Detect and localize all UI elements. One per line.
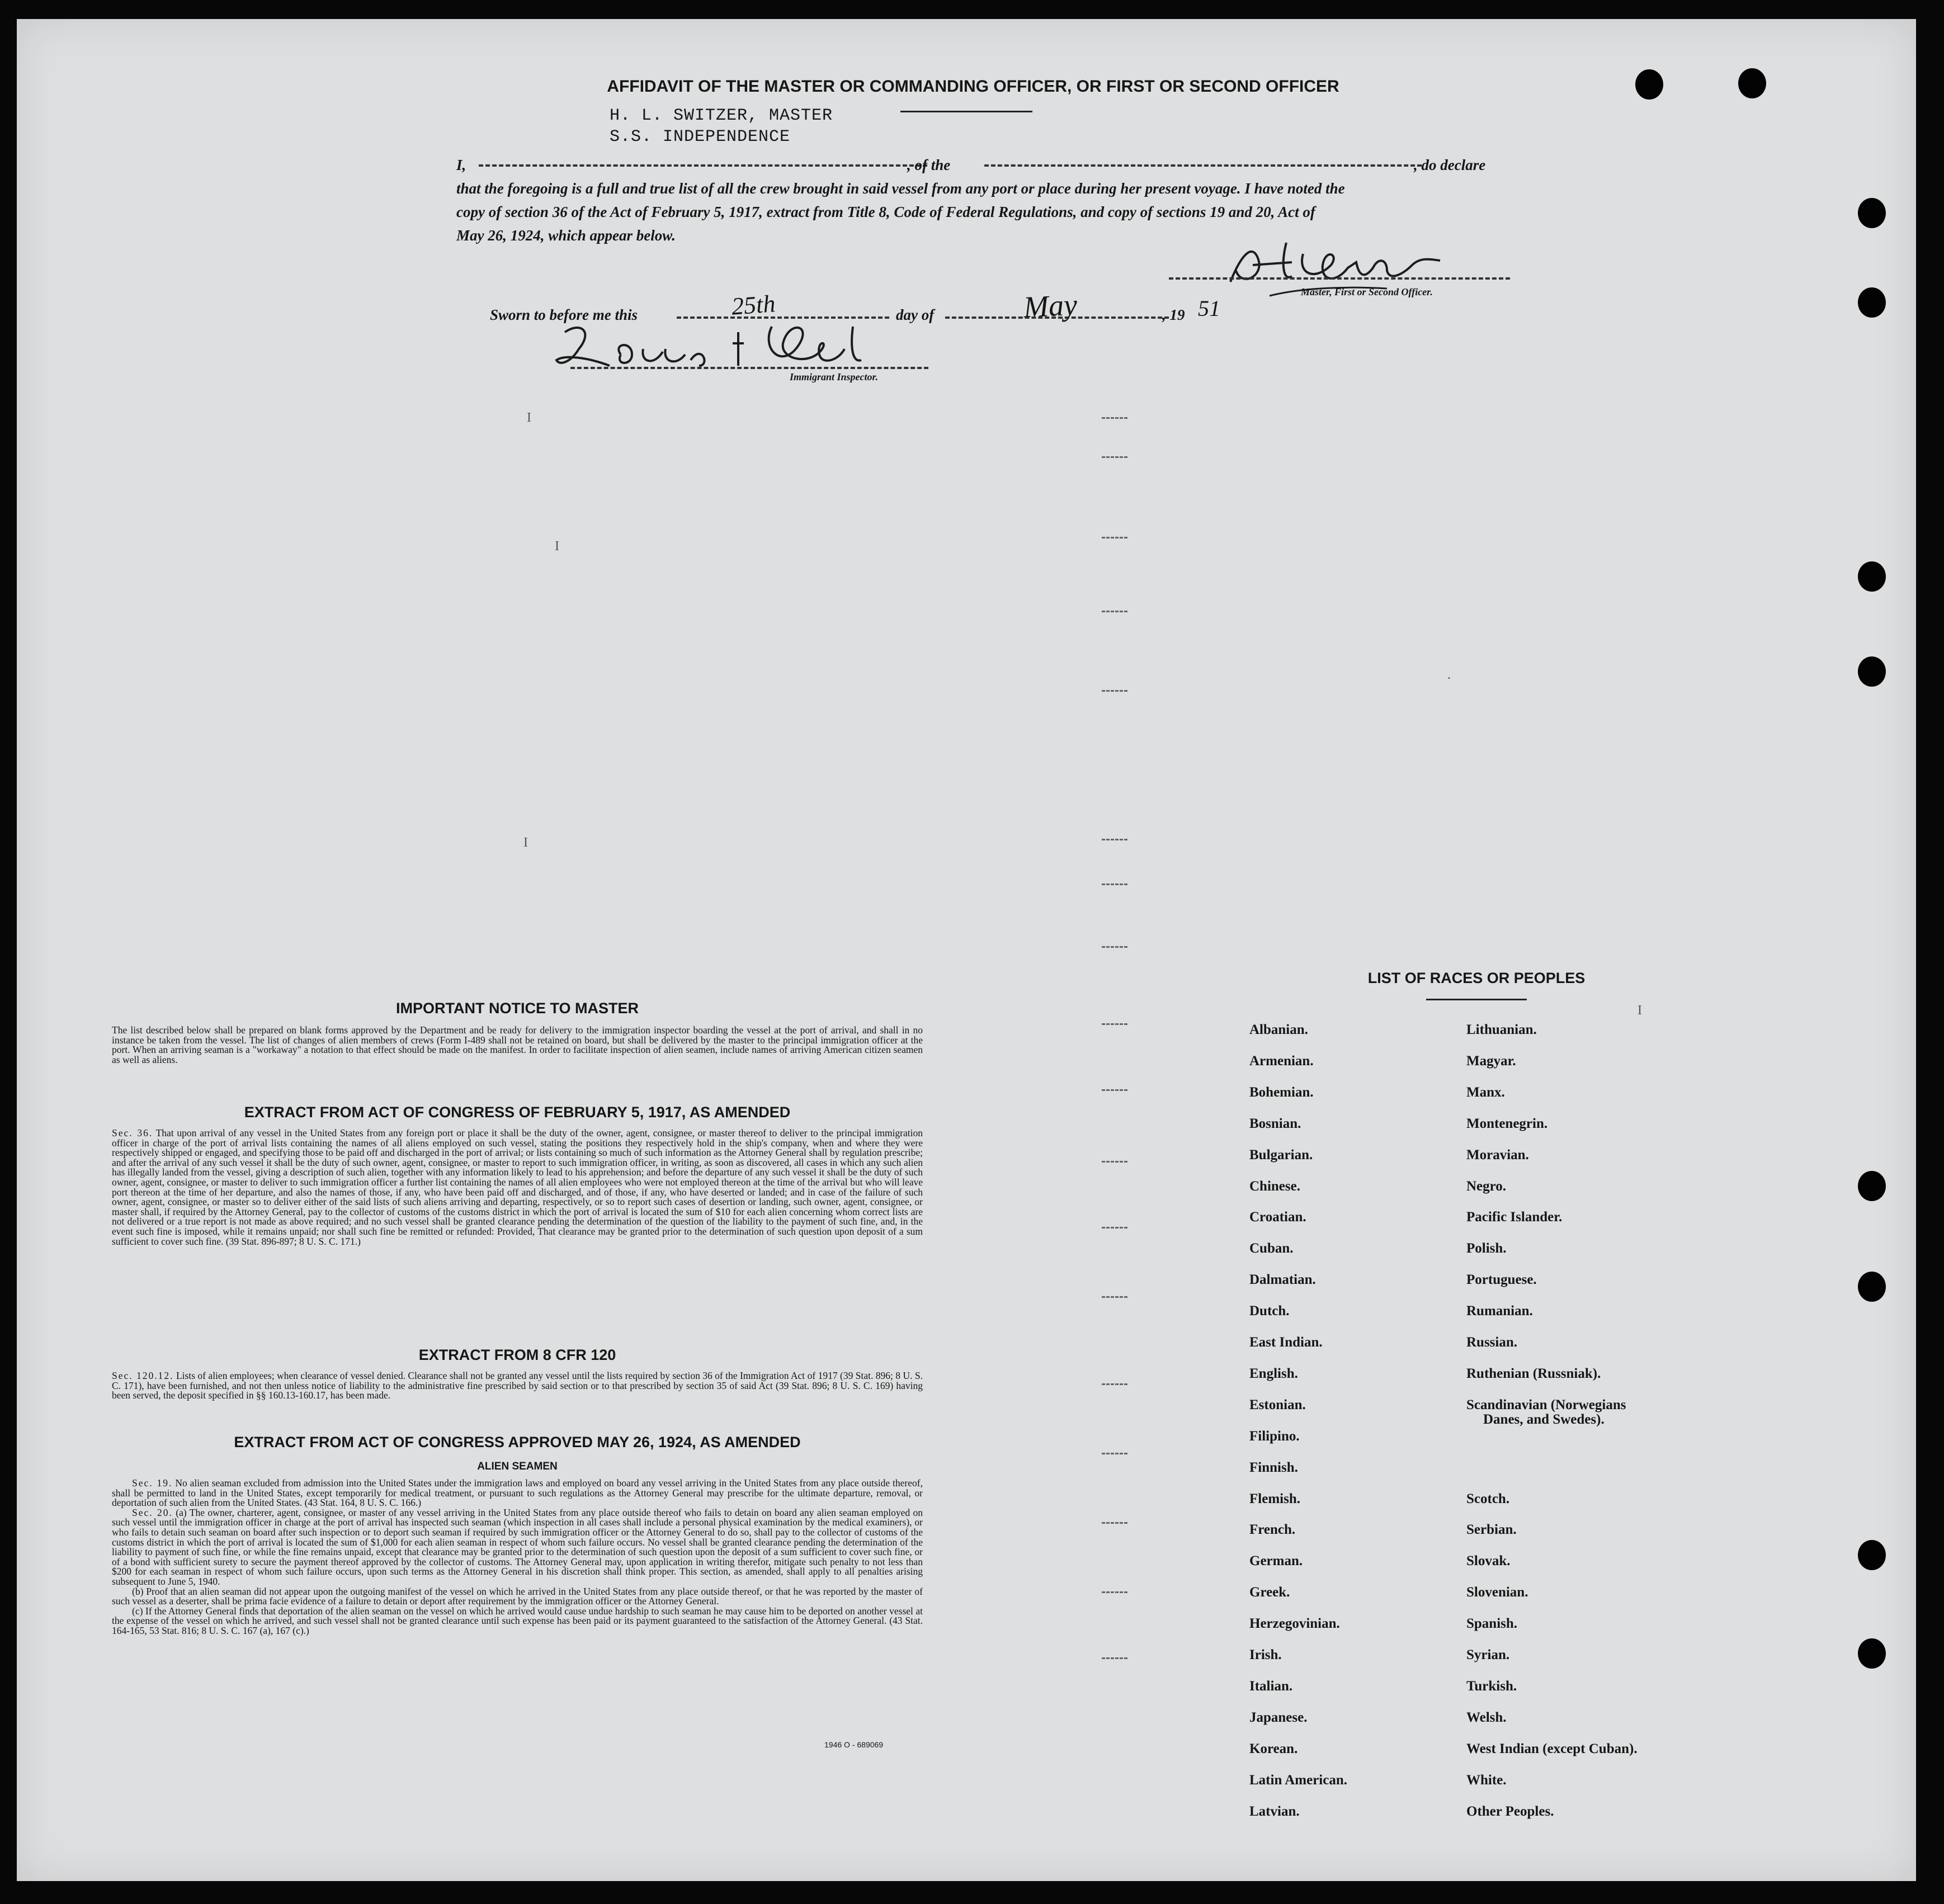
extract-1924-title: EXTRACT FROM ACT OF CONGRESS APPROVED MAY 26, 1924, AS AMENDED [234,1434,801,1451]
declaration-line-4: May 26, 1924, which appear below. [456,227,676,244]
race-item: Rumanian. [1466,1303,1533,1319]
race-item: Dutch. [1249,1303,1290,1319]
race-item: Scandinavian (Norwegians [1466,1397,1626,1412]
scan-mark: . [1447,668,1451,682]
race-item: Montenegrin. [1466,1116,1548,1131]
race-item: Latvian. [1249,1804,1300,1819]
race-item: Moravian. [1466,1147,1529,1163]
race-item: Lithuanian. [1466,1022,1537,1037]
typed-master-name: H. L. SWITZER, MASTER [610,106,833,125]
race-item: Magyar. [1466,1053,1516,1069]
scan-dash [1102,1227,1127,1229]
scan-mark: I [527,410,531,425]
sworn-month-handwritten: May [1022,287,1078,324]
typed-vessel-name: S.S. INDEPENDENCE [610,127,791,147]
scan-dash [1102,417,1127,419]
scan-mark: I [555,539,559,554]
race-item: Irish. [1249,1647,1282,1662]
race-item: French. [1249,1522,1296,1537]
punch-hole-marker [1858,1638,1886,1669]
scan-dash [1102,884,1127,885]
scan-dash [1102,456,1127,458]
notice-body [112,1026,923,1065]
scan-dash [1102,537,1127,538]
race-item: Albanian. [1249,1022,1308,1037]
scan-dash [1102,611,1127,612]
declaration-of-the: , of the [907,157,951,173]
sec20b-paragraph: (b) Proof that an alien seaman did not appear upon the outgoing manifest of the vessel on which he arrived in the United States from any place outside thereof, or that he was reported by the master of such vessel as a deserter, shall be prima facie evidence of a failure to detain or deport after requirement by the immigration officer or the Attorney General. [112,1585,923,1607]
race-item: Spanish. [1466,1616,1518,1631]
race-item: Turkish. [1466,1679,1517,1694]
inspector-signature-line [570,367,928,369]
race-item: Greek. [1249,1585,1290,1600]
extract-cfr-body [112,1371,923,1401]
race-item: West Indian (except Cuban). [1466,1741,1638,1756]
scan-dash [1102,1383,1127,1385]
race-item: Bosnian. [1249,1116,1301,1131]
race-item: Danes, and Swedes). [1483,1412,1605,1427]
scan-dash [1102,1453,1127,1454]
race-item: Flemish. [1249,1491,1300,1506]
race-item: Welsh. [1466,1710,1507,1725]
scan-dash [1102,839,1127,840]
race-item: Negro. [1466,1179,1507,1194]
race-item: Slovenian. [1466,1585,1528,1600]
notice-title: IMPORTANT NOTICE TO MASTER [396,1000,639,1017]
sec36-text: That upon arrival of any vessel in the United States from any foreign port or place it shall be the duty of the owner, agent, consignee, or master thereof to deliver to the principal immigration officer in charge of the port of arrival lists containing the names of all aliens employed on such vessel, stating the positions they respectively hold in the ship's company, when and where they were respectively shipped or engaged, and specifying those to be paid off and discharged in the port of arrival; or lists containing so much of such information as the Attorney General shall by regulation prescribe; and after the arrival of any such vessel it shall be the duty of such owner, agent, consignee, or master to report to such immigration officer, in writing, as soon as discovered, all cases in which any such alien has illegally landed from the vessel, giving a description of such alien, together with any information likely to lead to his apprehension; and before the departure of any such vessel it shall be the duty of such owner, agent, consignee, or master to deliver to such immigration officer a further list containing the names of all alien employees who were not employed thereon at the time of the arrival but who will leave port thereon at the time of her departure, and also the names of those, if any, who have been paid off and discharged, and of those, if any, who have deserted or landed; and in case of the failure of such owner, agent, consignee, or master so to deliver either of the said lists of such aliens arriving and departing, respectively, or so to report such cases of desertion or landing, such owner, agent, consignee, or master shall, if required by the Attorney General, pay to the collector of customs of the customs district in which the port of arrival is located the sum of $10 for each alien concerning whom correct lists are not delivered or a true report is not made as above required; and no such vessel shall be granted clearance pending the determination of the question of the liability to the payment of such fine, and, in the event such fine is imposed, while it remains unpaid; nor shall such fine be remitted or refunded: Provided, That clearance may be granted prior to the determination of such question upon deposit of a sum sufficient to cover such fine. (39 Stat. 896-897; 8 U. S. C. 171.) [112,1127,923,1247]
race-item: Korean. [1249,1741,1298,1756]
notice-text: The list described below shall be prepared on blank forms approved by the Department and be ready for delivery to the immigration inspector boarding the vessel at the port of arrival, and shall in no instance be taken from the vessel. The list of changes of alien members of crews (Form I-489 shall not be retained on board, but shall be delivered by the master to the principal immigration officer at the port. When an arriving seaman is a "workaway" a notation to that effect should be made on the manifest. In order to facilitate inspection of alien seamen, include names of arriving American citizen seamen as well as aliens. [112,1024,923,1065]
race-item: Slovak. [1466,1553,1511,1568]
race-item: Estonian. [1249,1397,1306,1412]
scan-mark: I [523,835,528,850]
sec19-label: Sec. 19. [132,1477,173,1489]
scan-dash [1102,1023,1127,1025]
extract-1917-title: EXTRACT FROM ACT OF CONGRESS OF FEBRUARY 5, 1917, AS AMENDED [244,1104,791,1121]
sworn-year-prefix: , 19 [1162,306,1185,323]
race-item: Cuban. [1249,1241,1294,1256]
punch-hole-marker [1858,198,1886,228]
sworn-day-of: day of [896,306,935,323]
sec19-paragraph [112,1478,923,1508]
manifest-page [17,19,1916,1881]
sworn-year-handwritten: 51 [1198,296,1220,321]
punch-hole-marker [1858,287,1886,318]
sworn-prefix: Sworn to before me this [490,306,638,323]
scan-dash [1102,1522,1127,1524]
scan-dash [1102,1161,1127,1163]
race-item: Croatian. [1249,1210,1306,1225]
race-item: Ruthenian (Russniak). [1466,1366,1601,1381]
race-item: Chinese. [1249,1179,1300,1194]
extract-cfr-title: EXTRACT FROM 8 CFR 120 [418,1346,616,1363]
declaration-line-3: copy of section 36 of the Act of February 5, 1917, extract from Title 8, Code of Federal Regulations, and copy of sections 19 and 20, Act of [456,204,1315,220]
scan-dash [1102,1296,1127,1298]
punch-hole-marker [1858,1540,1886,1570]
races-title-rule [1426,999,1527,1000]
punch-hole-marker [1635,69,1663,100]
sec120-text: Lists of alien employees; when clearance of vessel denied. Clearance shall not be granted any vessel until the lists required by section 36 of the Immigration Act of 1917 (39 Stat. 896; 8 U. S. C. 171), have been furnished, and not then unless notice of liability to the administrative fine prescribed by said section or to that prescribed by section 35 of said Act (39 Stat. 896; 8 U. S. C. 169) having been served, the deposit specified in §§ 160.13-160.17, has been made. [112,1370,923,1401]
master-name-field[interactable] [479,164,927,167]
race-item: Portuguese. [1466,1272,1537,1287]
punch-hole-marker [1738,68,1766,98]
sworn-day-handwritten: 25th [730,290,776,320]
signature-role-label: Master, First or Second Officer. [1301,286,1433,297]
race-item: Serbian. [1466,1522,1517,1537]
declaration-line-2: that the foregoing is a full and true list of all the crew brought in said vessel from any port or place during her present voyage. I have noted the [456,180,1345,197]
sec20a-paragraph [112,1508,923,1587]
scan-dash [1102,690,1127,692]
scan-dash [1102,1089,1127,1091]
sec20c-paragraph: (c) If the Attorney General finds that deportation of the alien seaman on the vessel on which he arrived would cause undue hardship to such seaman he may cause him to be deported on another vessel at the expense of the vessel on which he arrived, and such vessel shall not be granted clearance until such expense has been paid or its payment guaranteed to the satisfaction of the Attorney General. (43 Stat. 164-165, 53 Stat. 816; 8 U. S. C. 167 (a), 167 (c).) [112,1605,923,1636]
race-item: Bohemian. [1249,1085,1314,1100]
extract-1924-body [112,1478,923,1636]
race-item: Dalmatian. [1249,1272,1316,1287]
master-signature-line [1169,277,1510,280]
sec120-label: Sec. 120.12. [112,1370,174,1381]
punch-hole-marker [1858,561,1886,592]
race-item: White. [1466,1773,1507,1788]
sec20a-text: (a) The owner, charterer, agent, consignee, or master of any vessel arriving in the United States from any place outside thereof who fails to detain on board any alien seaman employed on such vessel until the immigration officer in charge at the port of arrival has inspected such seaman (which inspection in all cases shall include a personal physical examination by the medical examiners), or who fails to detain such seaman on board after such inspection or to deport such seaman if required by such immigration officer or the Attorney General to do so, shall pay to the collector of customs of the customs district in which the port of arrival is located the sum of $1,000 for each alien seaman in respect of whom such failure occurs. No vessel shall be granted clearance pending the determination of the liability to payment of such fine, or while the fine remains unpaid, except that clearance may be granted prior to the determination of such question upon the deposit of a sum sufficient to cover such fine, or of a bond with sufficient surety to secure the payment thereof approved by the collector of customs. The Attorney General may, upon application in writing therefor, mitigate such penalty to not less than $200 for each seaman in respect of whom such failure occurs, upon such terms as the Attorney General in his discretion shall think proper. This section, as amended, shall apply to all penalties arising subsequent to June 5, 1940. [112,1506,923,1587]
extract-1924-subtitle: ALIEN SEAMEN [477,1461,558,1472]
sec19-text: No alien seaman excluded from admission into the United States under the immigration laws and employed on board any vessel arriving in the United States from any place outside thereof, shall be permitted to land in the United States, except temporarily for medical treatment, or pursuant to such regulations as the Attorney General may prescribe for the ultimate departure, removal, or deportation of such alien from the United States. (43 Stat. 164, 8 U. S. C. 166.) [112,1477,923,1509]
race-item: Italian. [1249,1679,1293,1694]
affidavit-title: AFFIDAVIT OF THE MASTER OR COMMANDING OFFICER, OR FIRST OR SECOND OFFICER [607,77,1339,96]
title-rule [900,111,1032,112]
scan-dash [1102,1591,1127,1593]
race-item: Armenian. [1249,1053,1314,1069]
race-item: Filipino. [1249,1429,1300,1444]
sec20-label: Sec. 20. [132,1506,173,1518]
race-item: Japanese. [1249,1710,1308,1725]
punch-hole-marker [1858,1272,1886,1302]
race-item: Other Peoples. [1466,1804,1554,1819]
vessel-name-field[interactable] [984,164,1422,167]
declaration-I: I, [456,157,466,173]
race-item: East Indian. [1249,1335,1323,1350]
race-item: Russian. [1466,1335,1518,1350]
scan-dash [1102,946,1127,948]
race-item: Bulgarian. [1249,1147,1313,1163]
race-item: Herzegovinian. [1249,1616,1340,1631]
races-title: LIST OF RACES OR PEOPLES [1367,970,1586,986]
declaration-do-declare: , do declare [1414,157,1486,173]
race-item: Finnish. [1249,1460,1298,1475]
inspector-role-label: Immigrant Inspector. [790,371,879,382]
race-item: Latin American. [1249,1773,1347,1788]
punch-hole-marker [1858,656,1886,687]
race-item: English. [1249,1366,1298,1381]
race-item: Syrian. [1466,1647,1510,1662]
print-code: 1946 O - 689069 [824,1740,884,1749]
extract-1917-body [112,1128,923,1246]
sec36-label: Sec. 36. [112,1127,153,1138]
race-item: Pacific Islander. [1466,1210,1563,1225]
scan-dash [1102,1657,1127,1659]
race-item: Scotch. [1466,1491,1510,1506]
race-item: Manx. [1466,1085,1505,1100]
scan-mark: I [1638,1003,1642,1018]
race-item: German. [1249,1553,1303,1568]
punch-hole-marker [1858,1171,1886,1201]
race-item: Polish. [1466,1241,1507,1256]
